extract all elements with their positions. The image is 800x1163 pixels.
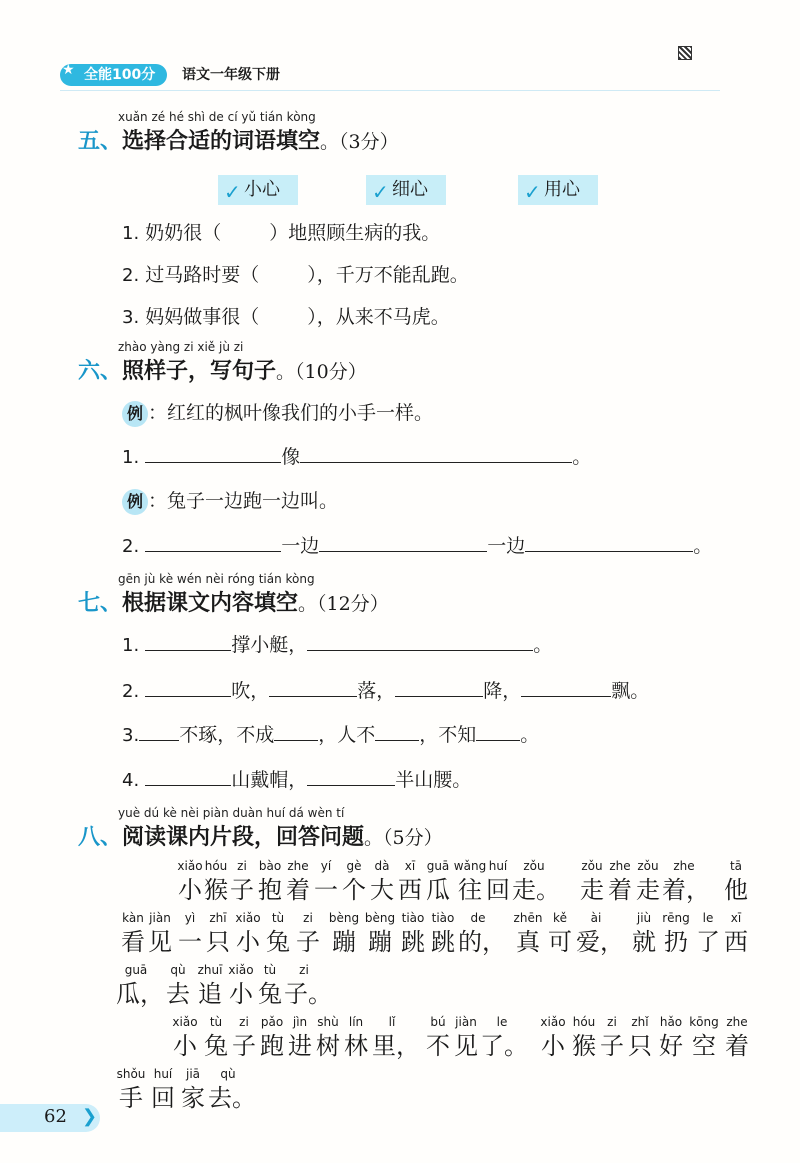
section-7-heading: 七、根据课文内容填空。（12分） [78,590,389,616]
section-5-heading [78,124,399,155]
s6-question-2: 2. 一边 一边 。 [122,535,713,557]
section-5-score: 。（3分） [320,131,399,153]
reading-passage: xiǎo 小 hóu 猴 zi 子 bào 抱 zhe 着 yí 一 gè 个 dà 大 xī 西 guā 瓜 wǎng 往 huí 回 zǒu 走。 zǒu 走 zhe 着 zǒu 走 zhe 着， tā 他 kàn 看 jiàn 见 yì 一 zhī 只 xiǎo 小 tù 兔 zi 子 bèng 蹦 bèng 蹦 tiào 跳 tiào 跳 de 的， zhēn 真 kě 可 ài 爱， jiù 就 rēng 扔 le 了 xī 西 guā 瓜， qù 去 zhuī 追 xiǎo 小 tù 兔 zi 子。 xiǎo 小 tù 兔 zi 子 pǎo 跑 jìn 进 shù 树 lín 林 lǐ 里， bú 不 jiàn 见 le 了。 xiǎo 小 hóu 猴 zi 子 zhǐ 只 hǎo 好 kōng 空 zhe 着 shǒu 手 huí 回 jiā 家 qù 去。 [116,859,749,1112]
section-8-heading: 八、阅读课内片段，回答问题。（5分） [78,824,443,850]
word-card-label: 细心 [392,179,428,200]
qr-code-icon [678,46,692,60]
section-6-heading: 六、照样子，写句子。（10分） [78,358,367,384]
s6-question-1: 1. 像 。 [122,446,592,468]
s7-line-1: 1. 撑小艇， 。 [122,634,553,656]
answer-blank[interactable] [307,632,533,651]
header-badge: 全能100分 [60,64,167,86]
answer-blank[interactable] [145,444,281,463]
s7-line-4: 4. 山戴帽， 半山腰。 [122,769,472,791]
answer-blank[interactable] [375,722,419,741]
word-card-1 [218,175,298,205]
word-card-label: 用心 [544,179,580,200]
section-5-pinyin: xuǎn zé hé shì de cí yǔ tián kòng [118,110,316,124]
check-icon: ✓ [524,180,541,204]
answer-blank[interactable] [525,533,693,552]
answer-blank[interactable] [521,678,611,697]
word-card-label: 小心 [244,179,280,200]
section-7-pinyin: gēn jù kè wén nèi róng tián kòng [118,572,315,586]
header-subject: 语文一年级下册 [182,67,280,83]
s5-item-1: 1. 奶奶很（ ）地照顾生病的我。 [122,222,441,244]
check-icon: ✓ [372,180,389,204]
s7-line-3: 3. 不琢，不成 ，人不 ，不知 。 [122,724,540,746]
word-card-2 [366,175,446,205]
section-5-title: 选择合适的词语填空 [122,128,321,154]
section-8-pinyin: yuè dú kè nèi piàn duàn huí dá wèn tí [118,806,345,820]
word-card-3 [518,175,598,205]
s7-line-2: 2. 吹， 落， 降， 飘。 [122,680,650,702]
answer-blank[interactable] [139,722,179,741]
answer-blank[interactable] [145,767,231,786]
page-number: 62 [44,1106,67,1127]
section-5-number: 五、 [78,128,123,154]
answer-blank[interactable] [307,767,395,786]
chevron-right-icon: ❯ [82,1106,98,1127]
answer-blank[interactable] [319,533,487,552]
check-icon: ✓ [224,180,241,204]
answer-blank[interactable] [269,678,357,697]
answer-blank[interactable] [476,722,520,741]
s5-item-2: 2. 过马路时要（ ），千万不能乱跑。 [122,264,469,286]
example-2: 例 ：兔子一边跑一边叫。 [122,486,338,515]
answer-blank[interactable] [145,678,231,697]
answer-blank[interactable] [145,533,281,552]
section-6-pinyin: zhào yàng zi xiě jù zi [118,340,244,354]
example-1: 例 ：红红的枫叶像我们的小手一样。 [122,398,433,427]
header-divider [60,90,720,91]
example-label: 例 [122,489,148,515]
example-label: 例 [122,401,148,427]
answer-blank[interactable] [395,678,483,697]
answer-blank[interactable] [300,444,572,463]
answer-blank[interactable] [145,632,231,651]
star-icon: ★ [62,62,75,78]
answer-blank[interactable] [274,722,318,741]
s5-item-3: 3. 妈妈做事很（ ），从来不马虎。 [122,306,450,328]
